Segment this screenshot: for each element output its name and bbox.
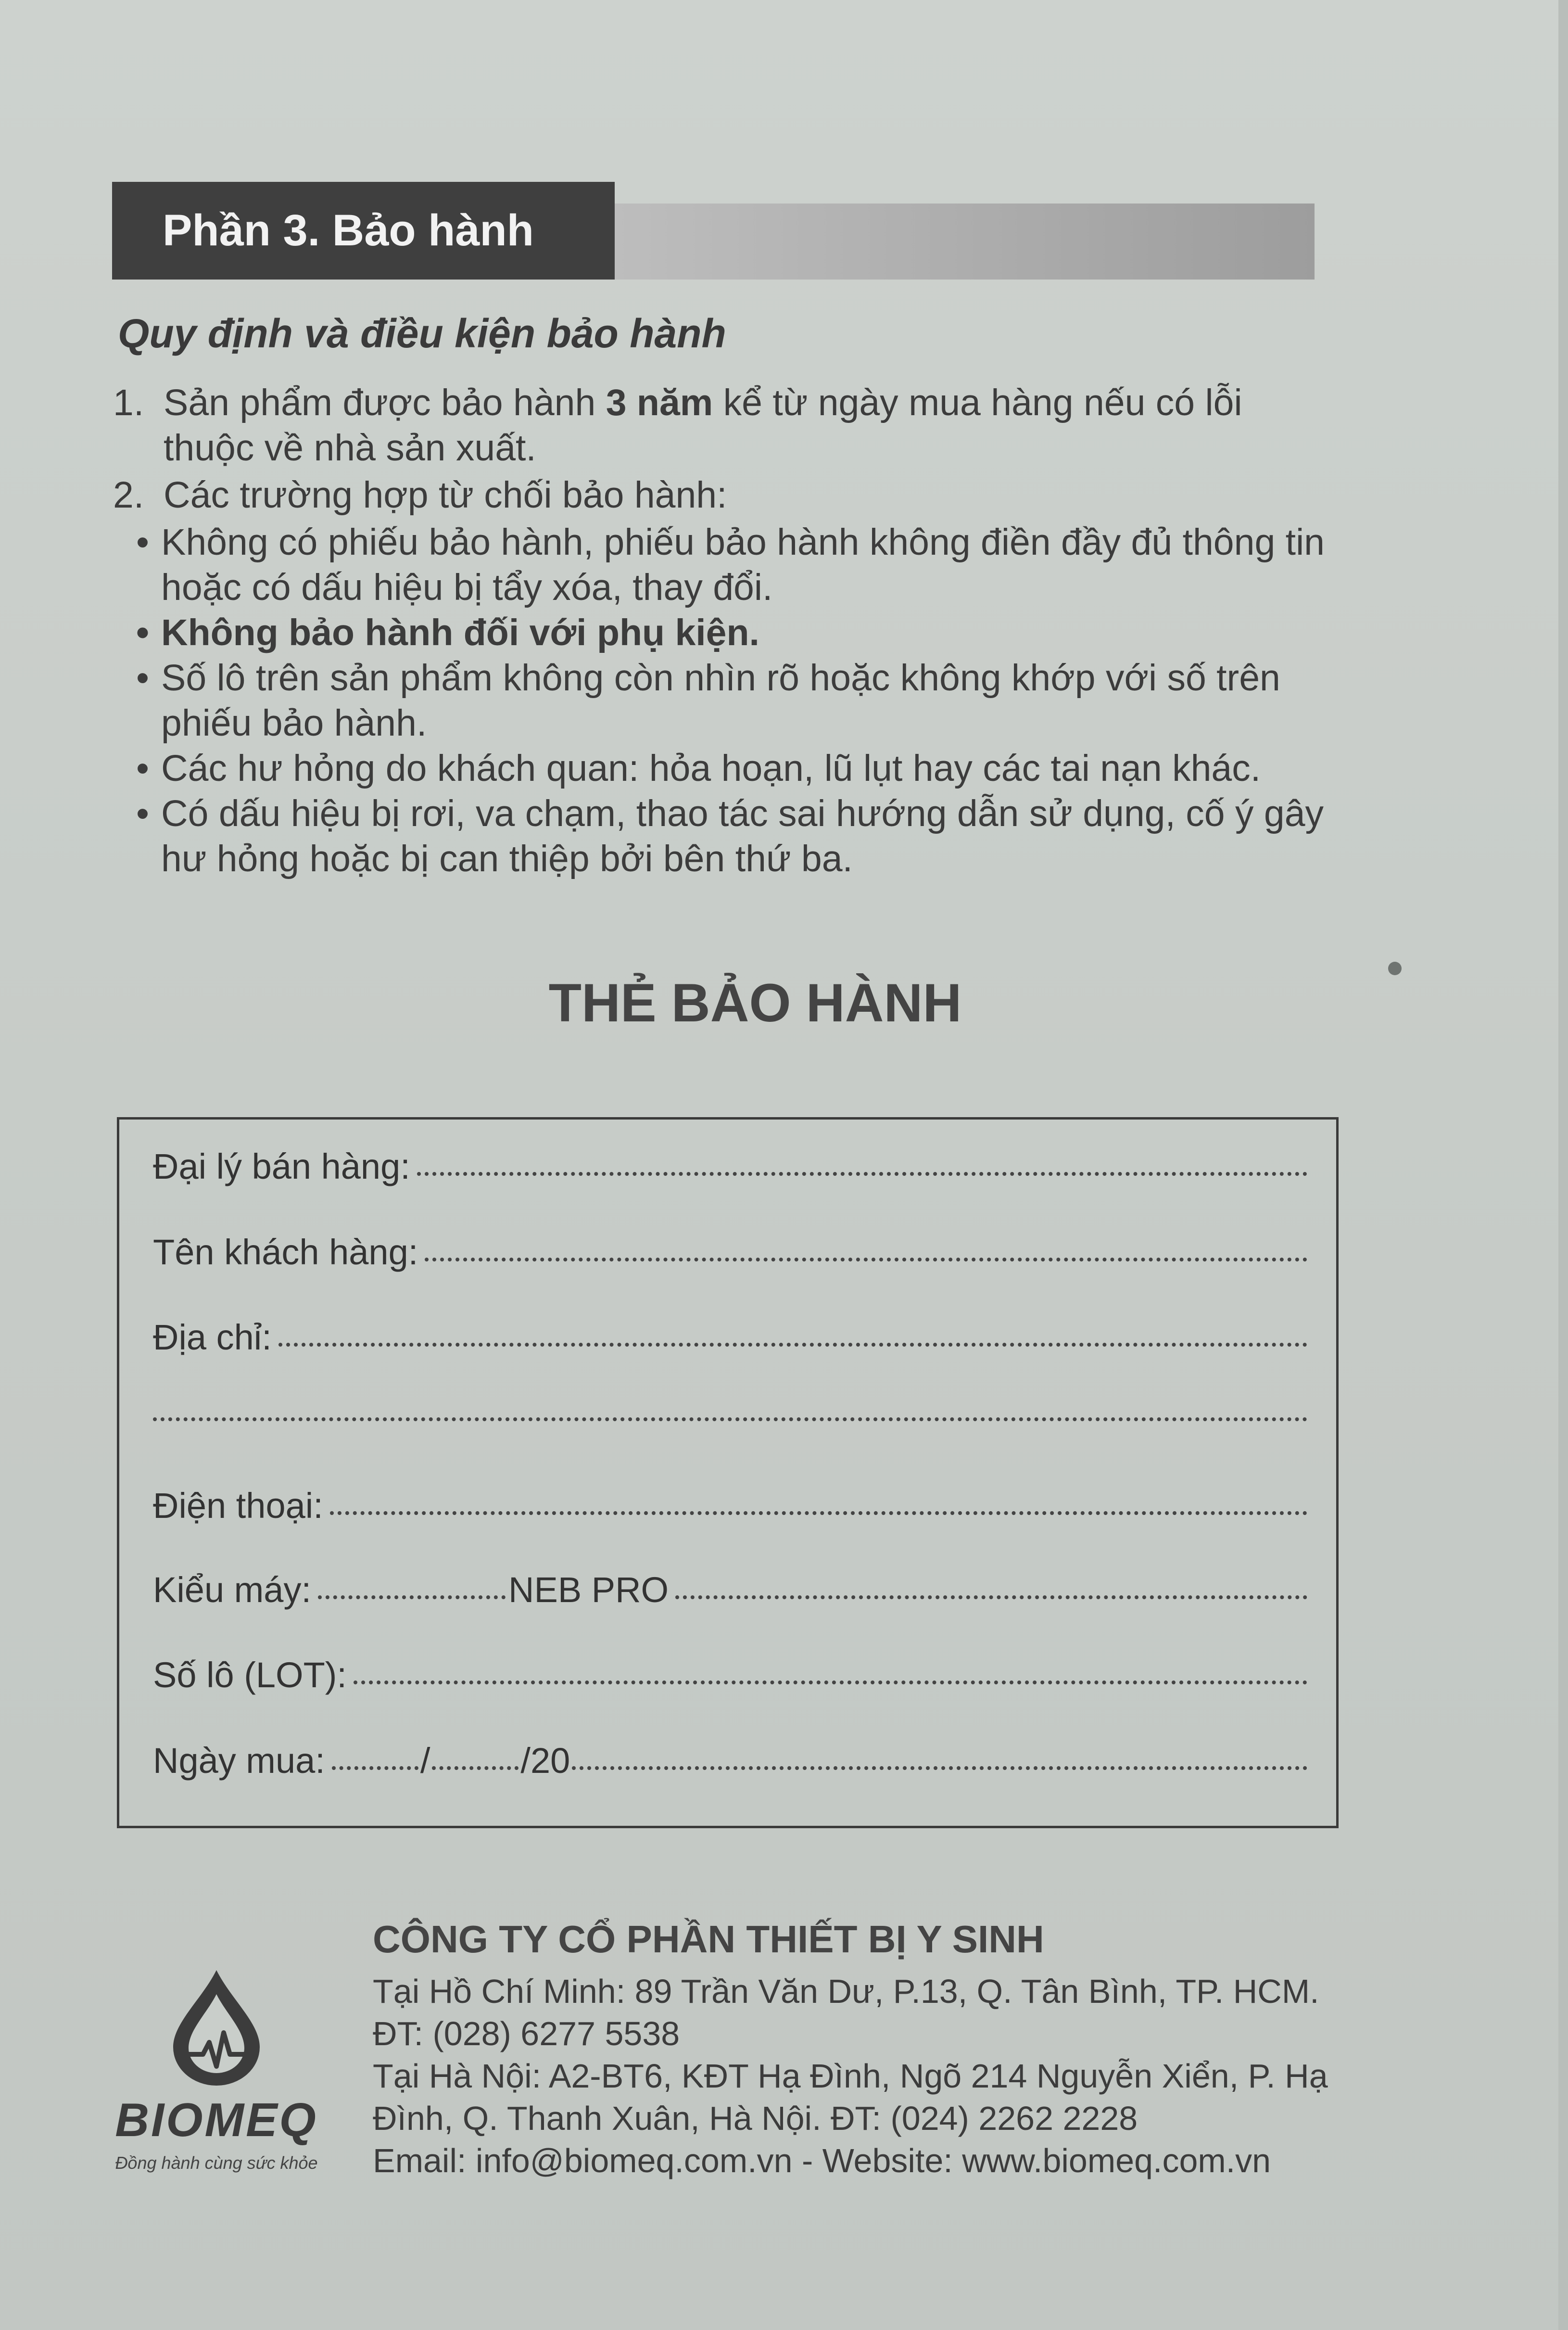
dealer-label: Đại lý bán hàng: (153, 1146, 410, 1186)
model-blank (318, 1576, 506, 1599)
warranty-card-title: THẺ BẢO HÀNH (548, 973, 962, 1033)
hanoi-address-cont: Đình, Q. Thanh Xuân, Hà Nội. ĐT: (024) 2262 2228 (373, 2100, 1138, 2137)
bullet-icon: • (136, 748, 149, 789)
warranty-card-form (117, 1117, 1339, 1828)
phone-label: Điện thoại: (153, 1486, 323, 1526)
model-label: Kiểu máy: (153, 1570, 312, 1610)
section-header (112, 182, 1315, 280)
model-value: NEB PRO (508, 1570, 669, 1610)
address-line-2[interactable] (153, 1401, 1307, 1424)
rejection-item (113, 655, 1325, 746)
rejection-text: Không bảo hành đối với phụ kiện. (161, 612, 759, 653)
rejection-text: Số lô trên sản phẩm không còn nhìn rõ hoặc không khớp với số trên phiếu bảo hành. (161, 657, 1280, 744)
year-prefix: /20 (520, 1741, 570, 1781)
rule-text: kể từ ngày mua hàng nếu có lỗi thuộc về nhà sản xuất. (164, 382, 1242, 469)
date-separator: / (420, 1741, 430, 1781)
section-header-bar (615, 204, 1315, 280)
purchase-date-field[interactable] (153, 1740, 1307, 1781)
bullet-icon: • (136, 657, 149, 699)
year-blank[interactable] (572, 1747, 1307, 1770)
customer-field[interactable] (153, 1232, 1307, 1273)
lot-blank[interactable] (354, 1661, 1307, 1684)
month-blank[interactable] (432, 1747, 518, 1770)
hanoi-address: Tại Hà Nội: A2-BT6, KĐT Hạ Đình, Ngõ 214 Nguyễn Xiển, P. Hạ (373, 2057, 1328, 2095)
hcm-phone: ĐT: (028) 6277 5538 (373, 2015, 680, 2052)
phone-field[interactable] (153, 1485, 1307, 1526)
warranty-conditions-heading: Quy định và điều kiện bảo hành (118, 311, 726, 356)
warranty-rules (113, 380, 1325, 881)
rejection-text: Có dấu hiệu bị rơi, va chạm, thao tác sai hướng dẫn sử dụng, cố ý gây hư hỏng hoặc bị can thiệp bởi bên thứ ba. (161, 793, 1324, 879)
rule-text: Sản phẩm được bảo hành (164, 382, 606, 423)
rejection-item (113, 610, 1325, 655)
rule-number: 1. (113, 382, 144, 423)
address-blank-2[interactable] (153, 1398, 1307, 1421)
warranty-period: 3 năm (606, 382, 713, 423)
address-field[interactable] (153, 1317, 1307, 1358)
dealer-field[interactable] (153, 1146, 1307, 1187)
day-blank[interactable] (332, 1747, 418, 1770)
rejection-item (113, 746, 1325, 791)
hcm-address: Tại Hồ Chí Minh: 89 Trần Văn Dư, P.13, Q. Tân Bình, TP. HCM. (373, 1973, 1319, 2010)
address-blank[interactable] (278, 1324, 1307, 1347)
page-edge (1558, 0, 1568, 2330)
contact-line: Email: info@biomeq.com.vn - Website: www.biomeq.com.vn (373, 2142, 1271, 2179)
rejection-item (113, 520, 1325, 610)
model-field[interactable] (153, 1569, 1307, 1610)
brand-name: BIOMEQ (115, 2093, 318, 2146)
rule-item-2 (113, 472, 1325, 518)
lot-field[interactable] (153, 1655, 1307, 1695)
brand-slogan: Đồng hành cùng sức khỏe (115, 2153, 318, 2173)
bullet-icon: • (136, 793, 149, 834)
lot-label: Số lô (LOT): (153, 1655, 347, 1695)
rejection-text: Không có phiếu bảo hành, phiếu bảo hành không điền đầy đủ thông tin hoặc có dấu hiệu bị tẩy xóa, thay đổi. (161, 522, 1325, 608)
company-info (373, 1917, 1335, 2182)
section-title: Phần 3. Bảo hành (112, 182, 615, 280)
rejection-text: Các hư hỏng do khách quan: hỏa hoạn, lũ lụt hay các tai nạn khác. (161, 748, 1261, 789)
biomeq-logo (91, 1965, 341, 2182)
rejection-item (113, 791, 1325, 881)
company-name: CÔNG TY CỔ PHẦN THIẾT BỊ Y SINH (373, 1918, 1044, 1961)
rule-item-1 (113, 380, 1325, 471)
customer-label: Tên khách hàng: (153, 1232, 418, 1272)
date-label: Ngày mua: (153, 1741, 325, 1781)
model-blank-trailing (675, 1576, 1307, 1599)
phone-blank[interactable] (330, 1492, 1307, 1515)
address-label: Địa chỉ: (153, 1317, 272, 1357)
dealer-blank[interactable] (417, 1153, 1307, 1176)
bullet-icon: • (136, 522, 149, 563)
rule-text: Các trường hợp từ chối bảo hành: (164, 474, 727, 516)
bullet-icon: • (136, 612, 149, 653)
rule-number: 2. (113, 474, 144, 516)
drop-heartbeat-icon (159, 1965, 274, 2090)
customer-blank[interactable] (425, 1238, 1307, 1261)
